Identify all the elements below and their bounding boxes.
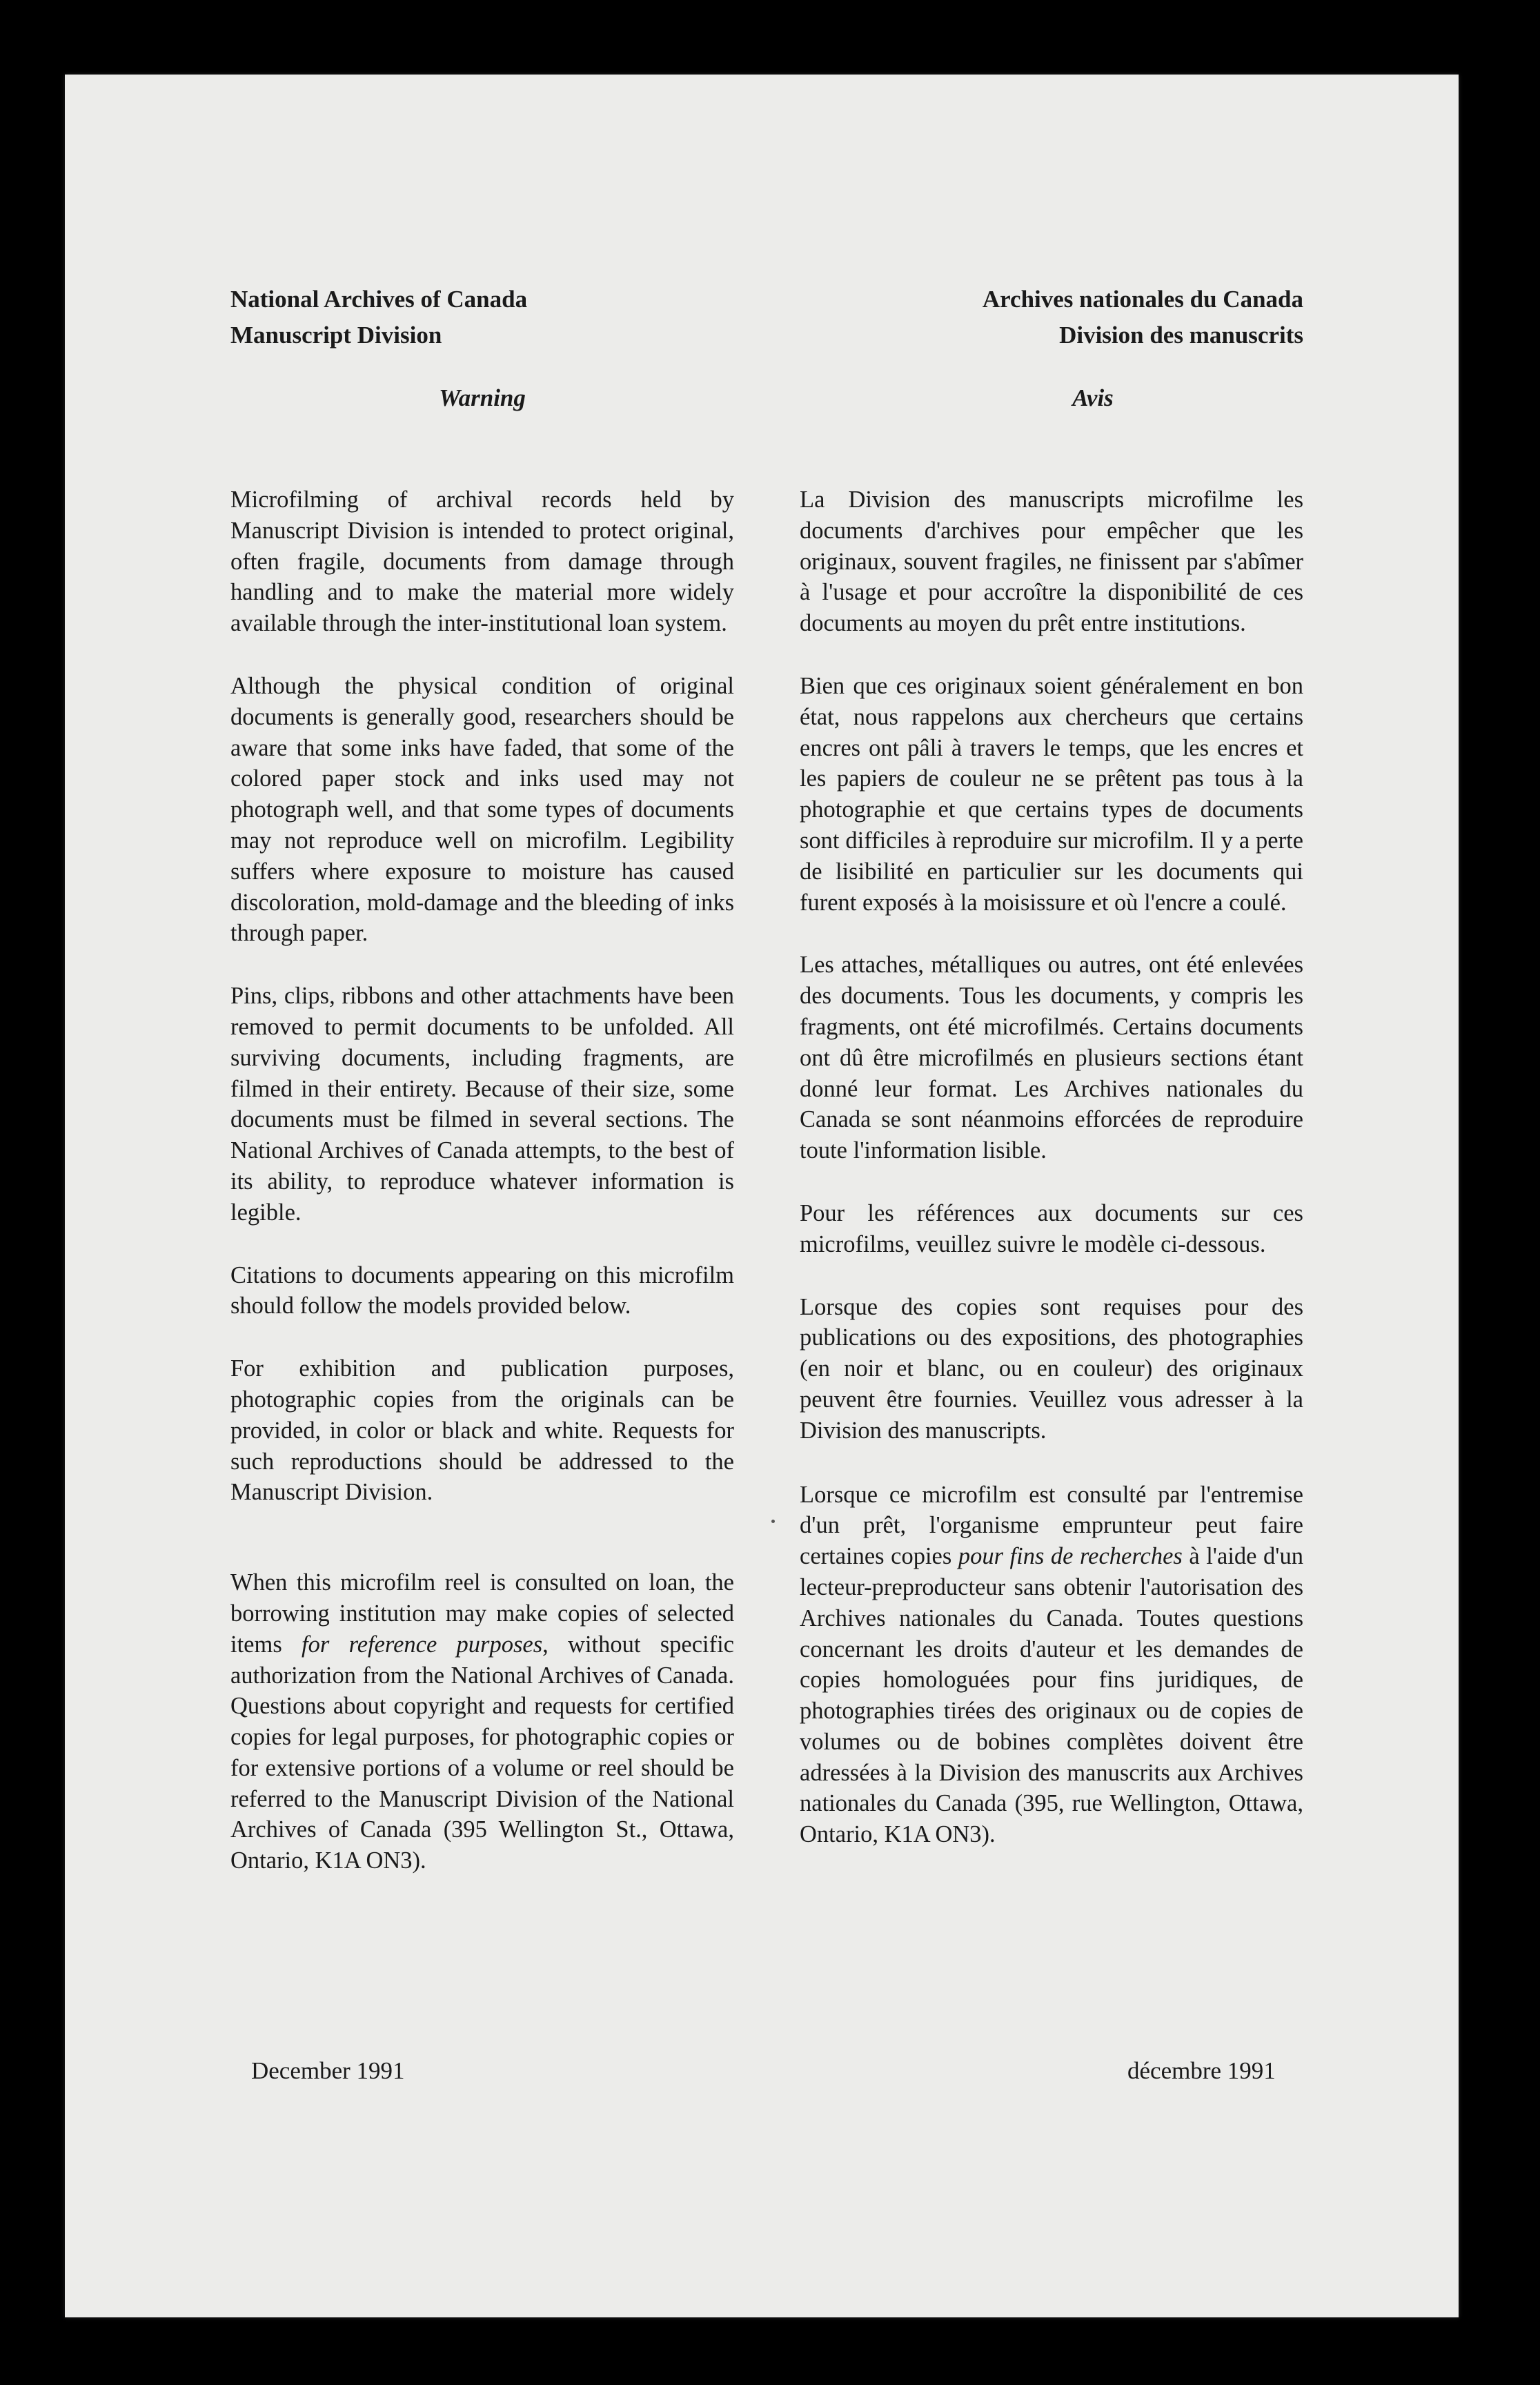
english-paragraph-1: Microfilming of archival records held by Manuscript Division is intended to protect original, often fragile, documents from damage through handling and to make the material more widely available through the inter-institutional loan system. [230, 487, 734, 637]
english-date: December 1991 [251, 2057, 405, 2084]
english-paragraph-6-part-a: When this microfilm reel is consulted on loan, the borrowing institution may make copies of selected items [230, 1569, 734, 1658]
french-division-name: Division des manuscrits [1059, 322, 1303, 349]
english-column [230, 282, 734, 1908]
english-header [230, 282, 734, 353]
french-title: Avis [1072, 384, 1114, 411]
english-paragraph-6-part-b: , without specific authorization from the National Archives of Canada. Questions about copyright and requests for certified copies for legal purposes, for photographic copies or for extensive portions of a volume or reel should be referred to the Manuscript Division of the National Archives of Canada (395 Wellington St., Ottawa, Ontario, K1A ON3). [230, 1631, 734, 1874]
french-paragraph-4: Pour les références aux documents sur ces microfilms, veuillez suivre le modèle ci-dessous. [800, 1199, 1303, 1257]
french-paragraph-1: La Division des manuscripts microfilme les documents d'archives pour empêcher que les originaux, souvent fragiles, ne finissent par s'abîmer à l'usage et pour accroître la disponibilité de ces documents au moyen du prêt entre institutions. [800, 487, 1303, 637]
french-paragraph-6 [800, 1480, 1303, 1851]
french-header [800, 282, 1303, 353]
scan-speck [771, 1520, 775, 1523]
french-institution-name: Archives nationales du Canada [982, 286, 1303, 313]
english-paragraph-6 [230, 1567, 734, 1876]
french-paragraph-2: Bien que ces originaux soient généralement en bon état, nous rappelons aux chercheurs que certains encres ont pâli à travers le temps, que les encres et les papiers de couleur ne se prêtent pas tous à la photographie et que certains types de documents sont difficiles à reproduire sur microfilm. Il y a perte de lisibilité en particulier sur les documents qui furent exposés à la moisissure et où l'encre a coulé. [800, 672, 1303, 916]
english-paragraph-6-emphasis: for reference purposes [302, 1631, 543, 1658]
english-institution-name: National Archives of Canada [230, 286, 528, 313]
french-date: décembre 1991 [1127, 2057, 1276, 2084]
french-paragraph-3: Les attaches, métalliques ou autres, ont été enlevées des documents. Tous les documents, y compris les fragments, ont été microfilmés. Certains documents ont dû être microfilmés en plusieurs sections étant donné leur format. Les Archives nationales du Canada se sont néanmoins efforcées de reproduire toute l'information lisible. [800, 952, 1303, 1164]
french-paragraph-6-emphasis: pour fins de recherches [958, 1543, 1183, 1570]
document-sheet [65, 75, 1459, 2317]
english-paragraph-3: Pins, clips, ribbons and other attachments have been removed to permit documents to be unfolded. All surviving documents, including fragments, are filmed in their entirety. Because of their size, some documents must be filmed in several sections. The National Archives of Canada attempts, to the best of its ability, to reproduce whatever information is legible. [230, 983, 734, 1226]
english-division-name: Manuscript Division [230, 322, 442, 349]
english-title: Warning [439, 384, 526, 411]
french-column [800, 282, 1303, 1882]
french-paragraph-6-part-a: Lorsque ce microfilm est consulté par l'entremise d'un prêt, l'organisme emprunteur peut faire certaines copies [800, 1481, 1303, 1570]
french-paragraph-6-part-b: à l'aide d'un lecteur-preproducteur sans obtenir l'autorisation des Archives nationales du Canada. Toutes questions concernant les droits d'auteur et les demandes de copies homologuées pour fins juridiques, de photographies tirées des originaux ou de copies de volumes ou de bobines complètes doivent être adressées à la Division des manuscrits aux Archives nationales du Canada (395, rue Wellington, Ottawa, Ontario, K1A ON3). [800, 1543, 1303, 1848]
english-paragraph-5: For exhibition and publication purposes, photographic copies from the originals can be provided, in color or black and white. Requests for such reproductions should be addressed to the Manuscript Division. [230, 1355, 734, 1506]
french-paragraph-5: Lorsque des copies sont requises pour des publications ou des expositions, des photographies (en noir et blanc, ou en couleur) des originaux peuvent être fournies. Veuillez vous adresser à la Division des manuscripts. [800, 1293, 1303, 1444]
english-paragraph-2: Although the physical condition of original documents is generally good, researchers should be aware that some inks have faded, that some of the colored paper stock and inks used may not photograph well, and that some types of documents may not reproduce well on microfilm. Legibility suffers where exposure to moisture has caused discoloration, mold-damage and the bleeding of inks through paper. [230, 672, 734, 947]
english-paragraph-4: Citations to documents appearing on this microfilm should follow the models provided below. [230, 1262, 734, 1319]
